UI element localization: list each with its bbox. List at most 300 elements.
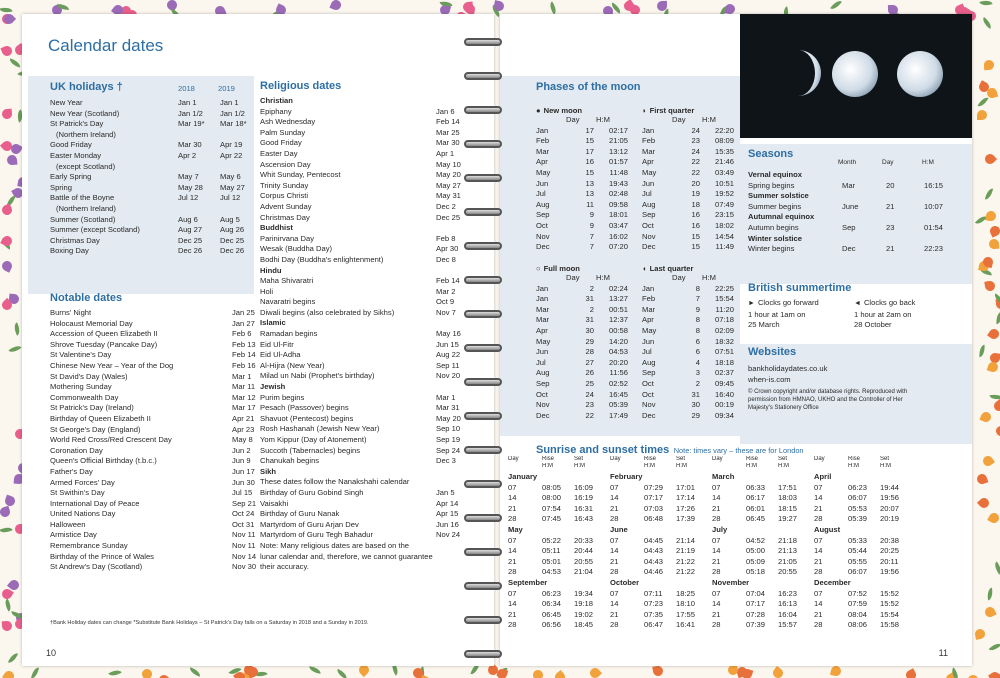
phase-col-headers (642, 273, 734, 284)
notable-row (50, 478, 258, 489)
cell: 19:52 (714, 189, 734, 199)
cell: Mar (536, 146, 550, 156)
cell: 13 (585, 178, 594, 188)
cell: May (536, 167, 551, 177)
cell: Jan 1 (220, 98, 239, 107)
spacer (814, 463, 848, 470)
religion-group-name: Christian (260, 96, 293, 105)
notable-row (50, 499, 258, 510)
flower-icon (588, 666, 602, 678)
cell: 18:03 (778, 493, 798, 503)
binding-ring (464, 106, 502, 114)
cell: Dec (536, 410, 550, 420)
cell: Apr 22 (220, 150, 243, 160)
websites-panel (740, 344, 972, 444)
sun-month-block (610, 578, 706, 631)
cell: Dec 3 (436, 456, 456, 466)
sun-row (814, 599, 910, 610)
cell: Jul (642, 347, 652, 357)
cell: 06:34 (542, 599, 562, 609)
cell: 06:01 (746, 503, 766, 513)
cell: 02:48 (608, 189, 628, 199)
season-row (748, 244, 964, 255)
cell: Maha Shivaratri (260, 276, 314, 286)
holiday-row (50, 109, 260, 120)
holiday-row (50, 225, 260, 236)
cell: Feb 13 (232, 339, 256, 349)
cell: 00:58 (608, 325, 628, 335)
moon-row (642, 347, 734, 358)
moon-row (642, 294, 734, 305)
cell: 21:19 (676, 546, 696, 556)
flower-icon (0, 259, 13, 272)
cell: Sep (642, 368, 656, 378)
websites-list (748, 364, 907, 412)
cell: Jun 2 (232, 445, 251, 455)
cell (178, 204, 220, 215)
month-name: May (508, 525, 523, 534)
cell: 22 (585, 410, 594, 420)
cell: Accession of Queen Elizabeth II (50, 329, 158, 339)
cell: 18:25 (676, 588, 696, 598)
notable-row (50, 509, 258, 520)
leaf-icon (995, 312, 1000, 324)
seasons-heading: Seasons (748, 148, 794, 160)
cell: 07:51 (714, 347, 734, 357)
spacer (536, 115, 566, 126)
moon-heading: Phases of the moon (536, 81, 641, 93)
moon-row (536, 126, 628, 137)
moon-row (642, 157, 734, 168)
cell: 4 (695, 357, 700, 367)
cell: Armed Forces' Day (50, 477, 115, 487)
sun-header-row2 (610, 463, 706, 470)
phase-symbol-icon: ◗ (642, 106, 647, 115)
cell: 07 (610, 535, 619, 545)
cell: 15:54 (880, 609, 900, 619)
religious-dates-list (260, 96, 466, 573)
sun-month-block (712, 472, 808, 525)
cell: 07 (712, 482, 721, 492)
cell: Apr (536, 157, 548, 167)
cell: 28 (610, 514, 619, 524)
cell: Aug 22 (436, 350, 461, 360)
phase-col-headers (536, 273, 628, 284)
cell: 3 (695, 368, 700, 378)
cell: Nov (536, 231, 550, 241)
cell: Wesak (Buddha Day) (260, 244, 333, 254)
cell: 06:56 (542, 620, 562, 630)
moon-row (536, 337, 628, 348)
cell: 00:51 (608, 304, 628, 314)
cell: Rosh Hashanah (Jewish New Year) (260, 424, 380, 434)
cell: 05:22 (542, 535, 562, 545)
notable-row (50, 329, 258, 340)
cell: Mar (642, 304, 656, 314)
cell: 09:45 (714, 378, 734, 388)
sun-row (712, 504, 808, 515)
website-link: bankholidaydates.co.uk (748, 364, 828, 373)
cell: 16 (691, 220, 700, 230)
cell: Sep 10 (436, 424, 461, 434)
cell: Birthday of the Prince of Wales (50, 551, 154, 561)
cell: 18:15 (778, 503, 798, 513)
religious-row (260, 297, 466, 308)
notable-row (50, 350, 258, 361)
leaf-icon (830, 0, 842, 12)
cell: 07:52 (848, 588, 868, 598)
religious-row (260, 530, 466, 541)
cell: Jul (642, 189, 652, 199)
flower-icon (0, 506, 11, 518)
cell: 14 (508, 546, 517, 556)
h-set: Set (778, 456, 788, 462)
sun-col-headers (508, 456, 604, 470)
notable-row (50, 467, 258, 478)
binding-ring (464, 650, 502, 658)
moon-row (642, 126, 734, 137)
cell: 19:34 (574, 588, 594, 598)
flower-icon (966, 673, 980, 678)
cell: 11:48 (609, 167, 628, 177)
moon-phases-panel (500, 76, 740, 436)
leaf-icon (8, 651, 18, 664)
sun-row (814, 567, 910, 578)
cell: Nov 11 (232, 541, 256, 551)
month-name: April (814, 472, 832, 481)
cell: 07:39 (746, 620, 766, 630)
cell: 15 (585, 136, 594, 146)
cell: 05:39 (608, 400, 628, 410)
cell: Early Spring (50, 172, 92, 182)
sun-row (814, 536, 910, 547)
flower-icon (977, 110, 987, 120)
cell: 14 (712, 493, 721, 503)
cell: Mar 25 (436, 127, 460, 137)
cell: Jan (642, 283, 655, 293)
season-hm: 01:54 (924, 222, 944, 232)
clocks-text: Clocks go forward (757, 298, 819, 307)
religious-row (260, 160, 466, 171)
cell: Mar 31 (436, 403, 460, 413)
sun-row (610, 620, 706, 631)
cell: Aug (536, 199, 550, 209)
moon-row (536, 411, 628, 422)
moon-row (642, 305, 734, 316)
phase-name: Full moon (543, 264, 580, 273)
moon-row (642, 200, 734, 211)
religious-row (260, 329, 466, 340)
sun-heading: Sunrise and sunset times (536, 444, 670, 456)
clocks-line (748, 310, 819, 321)
binding-ring (464, 548, 502, 556)
cell: 7 (589, 231, 594, 241)
cell: 17:51 (778, 482, 798, 492)
spacer (642, 273, 672, 284)
cell: Shavuot (Pentecost) begins (260, 413, 354, 423)
season-label: Autumn begins (748, 222, 799, 232)
binding-ring (464, 616, 502, 624)
flower-icon (329, 0, 342, 12)
cell: 11:49 (715, 242, 734, 252)
cell: Jun (536, 178, 549, 188)
moon-row (536, 347, 628, 358)
cell: Purim begins (260, 392, 305, 402)
cell: 9 (589, 210, 594, 220)
flower-icon (532, 669, 545, 678)
cell: 04:53 (608, 347, 628, 357)
cell: 02:52 (608, 378, 628, 388)
flower-icon (979, 410, 992, 423)
cell: Aug 26 (220, 225, 245, 235)
cell: 18:32 (714, 336, 734, 346)
cell: Jan (536, 125, 549, 135)
cell: 15:52 (880, 599, 900, 609)
cell: 14 (712, 546, 721, 556)
cell: 07:03 (644, 503, 664, 513)
cell: 21 (610, 609, 619, 619)
cell: 28 (610, 620, 619, 630)
cell: May 8 (232, 435, 253, 445)
sun-month-block (508, 525, 604, 578)
binding-ring (464, 310, 502, 318)
cell: 13 (585, 189, 594, 199)
cell: 22:20 (714, 125, 734, 135)
cell: 14 (610, 599, 619, 609)
sun-row (508, 589, 604, 600)
season-row (748, 202, 964, 213)
cell: 15 (691, 231, 700, 241)
holiday-row (50, 140, 260, 151)
religious-note: Note: Many religious dates are based on the (260, 540, 410, 550)
leaf-icon (335, 669, 348, 678)
cell: Easter Day (260, 148, 298, 158)
binding-ring (464, 208, 502, 216)
sun-header-row (508, 456, 604, 463)
clocks-back (854, 298, 915, 331)
cell: 20:19 (880, 514, 900, 524)
sun-row (712, 557, 808, 568)
cell: Dec 26 (220, 246, 245, 256)
cell: 03:47 (608, 220, 628, 230)
cell: 28 (508, 514, 517, 524)
cell: 21:14 (676, 535, 696, 545)
sun-row (610, 557, 706, 568)
year-2019: 2019 (218, 84, 235, 93)
moon-row (642, 390, 734, 401)
copyright-line: permission from HMNAO, UKHO and the Controller of Her (748, 397, 903, 404)
cell: Spring (50, 182, 72, 192)
h-rise: Rise (746, 456, 759, 462)
cell: Jan 6 (436, 106, 455, 116)
notable-row (50, 319, 258, 330)
cell: 15 (691, 242, 700, 252)
cell (220, 162, 260, 173)
leaf-icon (547, 1, 559, 14)
binding-ring (464, 514, 502, 522)
cell: 05:09 (746, 556, 766, 566)
season-hm: 22:23 (924, 244, 944, 254)
clocks-line (854, 320, 915, 331)
moon-row (642, 337, 734, 348)
cell: May 28 (178, 182, 203, 192)
cell: 08:04 (848, 609, 868, 619)
sun-month-block (610, 472, 706, 525)
religious-row (260, 202, 466, 213)
cell: Oct (642, 220, 654, 230)
cell: Trinity Sunday (260, 180, 309, 190)
cell: Battle of the Boyne (50, 193, 115, 203)
cell: St Patrick's Day (Ireland) (50, 403, 134, 413)
sun-row (712, 610, 808, 621)
moon-row (536, 305, 628, 316)
leaf-icon (986, 588, 994, 601)
cell: 05:11 (542, 546, 561, 556)
religious-dates-heading: Religious dates (260, 80, 342, 92)
flower-icon (985, 210, 996, 221)
cell: 07:11 (644, 588, 663, 598)
religious-row (260, 393, 466, 404)
cell: 20:33 (574, 535, 594, 545)
sun-row (814, 589, 910, 600)
cell: 21:05 (778, 556, 798, 566)
phase-col-headers (642, 115, 734, 126)
cell: 20:11 (880, 556, 899, 566)
leaf-icon (31, 667, 39, 678)
cell: 28 (585, 347, 594, 357)
cell: 07:45 (542, 514, 562, 524)
moon-row (642, 221, 734, 232)
cell: 28 (508, 620, 517, 630)
cell: 14 (610, 493, 619, 503)
spacer (508, 463, 542, 470)
flower-icon (652, 665, 663, 676)
cell: 19:56 (880, 493, 900, 503)
cell: Jan 27 (232, 318, 255, 328)
cell: (Northern Ireland) (56, 203, 116, 213)
sun-row (508, 599, 604, 610)
cell: Jul (536, 357, 546, 367)
cell: Jan 1 (178, 98, 197, 107)
cell: 17:14 (676, 493, 696, 503)
cell: Jan (536, 283, 549, 293)
notable-row (50, 552, 258, 563)
cell: May 16 (436, 329, 461, 339)
season-label: Summer begins (748, 201, 802, 211)
cell: Jan 1/2 (220, 108, 245, 118)
spacer (610, 463, 644, 470)
cell: 21 (610, 556, 619, 566)
cell: Jun 17 (232, 466, 255, 476)
cell: 16:31 (574, 503, 594, 513)
cell: Oct 31 (232, 519, 255, 529)
cell: 07 (610, 588, 619, 598)
season-month: June (842, 201, 859, 211)
leaf-icon (2, 598, 13, 611)
cell: 07 (508, 482, 517, 492)
cell: 04:43 (644, 556, 664, 566)
sun-row (508, 504, 604, 515)
sun-row (814, 546, 910, 557)
cell: Queen's Official Birthday (t.b.c.) (50, 456, 157, 466)
cell: Apr (642, 157, 654, 167)
cell: Apr 30 (436, 244, 459, 254)
binding-ring (464, 174, 502, 182)
cell: Vaisakhi (260, 498, 289, 508)
clocks-text: 1 hour at 2am on (854, 309, 912, 319)
cell: 24 (585, 389, 594, 399)
moon-row (536, 368, 628, 379)
notable-row (50, 456, 258, 467)
holiday-row (50, 236, 260, 247)
cell: Oct (642, 378, 654, 388)
cell: Parinirvana Day (260, 233, 315, 243)
phase-title (536, 106, 628, 115)
col-hm: H:M (702, 273, 716, 282)
sun-row (712, 536, 808, 547)
moon-row (536, 379, 628, 390)
cell: Corpus Christi (260, 191, 309, 201)
flower-icon (2, 109, 13, 120)
cell: 8 (695, 283, 700, 293)
sun-row (610, 493, 706, 504)
cell: 28 (814, 514, 823, 524)
flower-icon (904, 668, 918, 678)
col-hm: H:M (596, 115, 610, 124)
cell: 16:19 (574, 493, 594, 503)
flower-icon (987, 327, 1000, 341)
cell: Ascension Day (260, 159, 311, 169)
religious-note: their accuracy. (260, 562, 309, 572)
cell: May (642, 167, 657, 177)
sun-row (814, 483, 910, 494)
sun-row (712, 620, 808, 631)
leaf-icon (188, 667, 201, 676)
flower-icon (0, 234, 14, 248)
cell: 17 (585, 146, 594, 156)
cell: 04:43 (644, 546, 664, 556)
month-name: September (508, 578, 548, 587)
cell: Birthday of Guru Gobind Singh (260, 487, 364, 497)
cell: Mar 18* (220, 119, 247, 129)
cell: Feb (642, 136, 656, 146)
sun-row (712, 493, 808, 504)
religious-row (260, 488, 466, 499)
cell: Mar 30 (178, 140, 202, 150)
cell: Apr (536, 325, 548, 335)
cell: 21 (712, 609, 721, 619)
cell: 20:38 (880, 535, 900, 545)
cell: Apr 15 (436, 509, 459, 519)
moon-row (642, 189, 734, 200)
page-title: Calendar dates (48, 36, 164, 55)
moon-row (642, 379, 734, 390)
cell: 25 (585, 378, 594, 388)
cell: 21:13 (778, 546, 798, 556)
flower-icon (988, 224, 1000, 237)
cell: Apr 1 (436, 148, 455, 158)
cell: 6 (695, 336, 700, 346)
sun-header-row2 (712, 463, 808, 470)
col-day: Day (566, 115, 580, 124)
religious-row (260, 234, 466, 245)
cell: Aug 27 (178, 225, 203, 235)
cell: 17:49 (608, 410, 628, 420)
cell: Jun 16 (436, 519, 459, 529)
cell: 07 (712, 535, 721, 545)
phase-name: Last quarter (649, 264, 694, 273)
moon-phase-block (536, 264, 628, 421)
